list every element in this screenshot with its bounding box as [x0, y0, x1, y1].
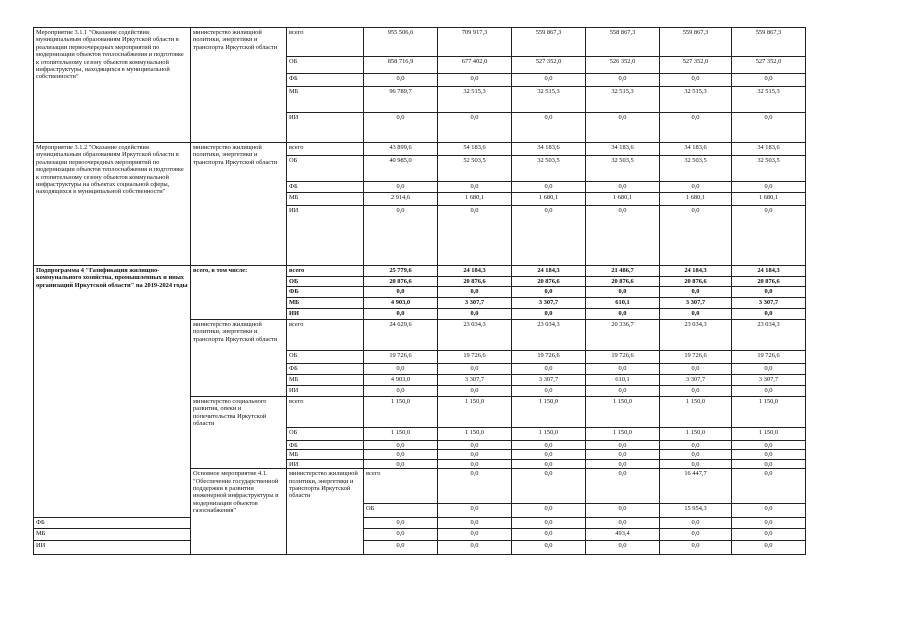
- amount-cell: 3 307,7: [512, 375, 586, 386]
- amount-cell: 1 150,0: [364, 428, 438, 441]
- amount-cell: 0,0: [364, 459, 438, 468]
- amount-cell: 0,0: [438, 450, 512, 459]
- amount-cell: 34 183,6: [660, 143, 732, 156]
- executor-cell: министерство жилищной политики, энергетики и транспорта Иркутской области: [287, 469, 364, 555]
- amount-cell: 0,0: [438, 459, 512, 468]
- amount-cell: 1 150,0: [512, 428, 586, 441]
- amount-cell: 0,0: [586, 182, 660, 193]
- amount-cell: 3 307,7: [732, 375, 806, 386]
- amount-cell: 24 629,6: [364, 320, 438, 351]
- amount-cell: 0,0: [586, 518, 660, 529]
- budget-table: [33, 27, 806, 555]
- funding-source-cell: ОБ: [287, 156, 364, 182]
- funding-source-cell: ФБ: [287, 74, 364, 87]
- amount-cell: 20 876,6: [732, 277, 806, 287]
- funding-source-cell: ФБ: [34, 518, 191, 529]
- amount-cell: 3 307,7: [660, 298, 732, 309]
- funding-source-cell: всего: [364, 469, 438, 504]
- amount-cell: 0,0: [732, 441, 806, 450]
- amount-cell: 0,0: [438, 287, 512, 298]
- funding-source-cell: ФБ: [287, 364, 364, 375]
- amount-cell: 0,0: [732, 182, 806, 193]
- amount-cell: 0,0: [586, 206, 660, 266]
- amount-cell: 20 336,7: [586, 320, 660, 351]
- funding-source-cell: ИИ: [287, 113, 364, 143]
- amount-cell: 527 352,0: [512, 57, 586, 74]
- amount-cell: 2 914,6: [364, 193, 438, 206]
- amount-cell: 0,0: [660, 450, 732, 459]
- amount-cell: 16 447,7: [660, 469, 732, 504]
- amount-cell: 677 402,0: [438, 57, 512, 74]
- amount-cell: 1 150,0: [512, 397, 586, 428]
- amount-cell: 0,0: [732, 469, 806, 504]
- amount-cell: 0,0: [438, 206, 512, 266]
- amount-cell: 0,0: [364, 386, 438, 397]
- amount-cell: 0,0: [512, 529, 586, 541]
- funding-source-cell: всего: [287, 143, 364, 156]
- amount-cell: 3 307,7: [512, 298, 586, 309]
- amount-cell: 1 680,1: [732, 193, 806, 206]
- funding-source-cell: ИИ: [287, 386, 364, 397]
- amount-cell: 0,0: [586, 459, 660, 468]
- amount-cell: 0,0: [512, 287, 586, 298]
- funding-source-cell: ФБ: [287, 287, 364, 298]
- table-row: [34, 28, 806, 57]
- amount-cell: 527 352,0: [732, 57, 806, 74]
- amount-cell: 20 876,6: [438, 277, 512, 287]
- amount-cell: 3 307,7: [732, 298, 806, 309]
- amount-cell: 20 876,6: [512, 277, 586, 287]
- amount-cell: 24 184,3: [438, 266, 512, 277]
- amount-cell: 0,0: [732, 364, 806, 375]
- amount-cell: 0,0: [660, 206, 732, 266]
- amount-cell: 0,0: [586, 469, 660, 504]
- amount-cell: 0,0: [660, 74, 732, 87]
- amount-cell: 96 789,7: [364, 87, 438, 113]
- amount-cell: 1 680,1: [586, 193, 660, 206]
- amount-cell: 32 515,3: [512, 87, 586, 113]
- amount-cell: 0,0: [364, 309, 438, 320]
- amount-cell: 0,0: [660, 459, 732, 468]
- amount-cell: 0,0: [438, 518, 512, 529]
- amount-cell: 0,0: [732, 541, 806, 555]
- amount-cell: 3 307,7: [660, 375, 732, 386]
- funding-source-cell: ОБ: [287, 57, 364, 74]
- table-row: [34, 518, 806, 529]
- funding-source-cell: ФБ: [287, 441, 364, 450]
- amount-cell: 0,0: [438, 309, 512, 320]
- amount-cell: 1 150,0: [586, 428, 660, 441]
- amount-cell: 0,0: [732, 529, 806, 541]
- amount-cell: 0,0: [586, 386, 660, 397]
- amount-cell: 4 903,0: [364, 375, 438, 386]
- amount-cell: 19 726,6: [438, 351, 512, 364]
- amount-cell: 526 352,0: [586, 57, 660, 74]
- amount-cell: 0,0: [586, 541, 660, 555]
- program-name-cell: Мероприятие 3.1.1 "Оказание содействия муниципальным образованиям Иркутской области в реализации первоочередных мероприятий по модернизации объектов теплоснабжения и подготовке к отопительному сезону объектов коммунальной инфраструктуры, находящихся в муниципальной собственности": [34, 28, 191, 143]
- amount-cell: 0,0: [512, 309, 586, 320]
- amount-cell: 34 183,6: [732, 143, 806, 156]
- amount-cell: 0,0: [364, 74, 438, 87]
- funding-source-cell: ИИ: [287, 459, 364, 468]
- amount-cell: 19 726,6: [732, 351, 806, 364]
- amount-cell: 0,0: [364, 206, 438, 266]
- amount-cell: 0,0: [364, 182, 438, 193]
- amount-cell: 0,0: [512, 459, 586, 468]
- funding-source-cell: ИИ: [287, 309, 364, 320]
- amount-cell: 0,0: [732, 459, 806, 468]
- amount-cell: 20 876,6: [364, 277, 438, 287]
- amount-cell: 0,0: [512, 74, 586, 87]
- amount-cell: 19 726,6: [660, 351, 732, 364]
- amount-cell: 0,0: [586, 364, 660, 375]
- amount-cell: 19 726,6: [364, 351, 438, 364]
- amount-cell: 0,0: [586, 74, 660, 87]
- executor-cell: министерство жилищной политики, энергетики и транспорта Иркутской области: [191, 143, 287, 266]
- amount-cell: 1 150,0: [586, 397, 660, 428]
- amount-cell: 0,0: [512, 206, 586, 266]
- amount-cell: 559 867,3: [660, 28, 732, 57]
- amount-cell: 1 680,1: [660, 193, 732, 206]
- amount-cell: 3 307,7: [438, 298, 512, 309]
- amount-cell: 43 899,6: [364, 143, 438, 156]
- amount-cell: 558 867,3: [586, 28, 660, 57]
- amount-cell: 0,0: [586, 287, 660, 298]
- amount-cell: 24 184,3: [512, 266, 586, 277]
- amount-cell: 40 985,0: [364, 156, 438, 182]
- amount-cell: 32 515,3: [660, 87, 732, 113]
- amount-cell: 0,0: [364, 529, 438, 541]
- funding-source-cell: всего: [287, 28, 364, 57]
- executor-cell: министерство жилищной политики, энергетики и транспорта Иркутской области: [191, 320, 287, 397]
- funding-source-cell: ОБ: [364, 504, 438, 518]
- amount-cell: 0,0: [660, 518, 732, 529]
- amount-cell: 1 150,0: [660, 397, 732, 428]
- amount-cell: 1 150,0: [438, 397, 512, 428]
- program-name-cell: Мероприятие 3.1.2 "Оказание содействия муниципальным образованиям Иркутской области в реализации первоочередных мероприятий по модернизации объектов теплоснабжения и подготовке к отопительному сезону объектов коммунальной инфраструктуры на объектах социальной сферы, находящихся в муниципальной собственности": [34, 143, 191, 266]
- amount-cell: 20 876,6: [586, 277, 660, 287]
- amount-cell: 0,0: [364, 441, 438, 450]
- amount-cell: 0,0: [660, 541, 732, 555]
- amount-cell: 15 954,3: [660, 504, 732, 518]
- amount-cell: 0,0: [660, 113, 732, 143]
- amount-cell: 23 034,3: [438, 320, 512, 351]
- funding-source-cell: ИИ: [287, 206, 364, 266]
- amount-cell: 0,0: [512, 386, 586, 397]
- amount-cell: 0,0: [364, 113, 438, 143]
- amount-cell: 0,0: [512, 469, 586, 504]
- amount-cell: 32 515,3: [438, 87, 512, 113]
- amount-cell: 0,0: [660, 309, 732, 320]
- amount-cell: 1 150,0: [438, 428, 512, 441]
- amount-cell: 0,0: [438, 541, 512, 555]
- amount-cell: 1 680,1: [512, 193, 586, 206]
- amount-cell: 0,0: [660, 182, 732, 193]
- amount-cell: 0,0: [732, 386, 806, 397]
- table-body: [34, 28, 806, 555]
- amount-cell: 0,0: [586, 504, 660, 518]
- amount-cell: 0,0: [512, 518, 586, 529]
- funding-source-cell: МБ: [287, 298, 364, 309]
- amount-cell: 23 034,3: [512, 320, 586, 351]
- table-row: [34, 529, 806, 541]
- funding-source-cell: ОБ: [287, 428, 364, 441]
- amount-cell: 1 680,1: [438, 193, 512, 206]
- amount-cell: 0,0: [512, 450, 586, 459]
- amount-cell: 0,0: [586, 113, 660, 143]
- amount-cell: 0,0: [512, 441, 586, 450]
- executor-cell: министерство социального развития, опеки и попечительства Иркутской области: [191, 397, 287, 469]
- amount-cell: 0,0: [438, 529, 512, 541]
- amount-cell: 0,0: [512, 364, 586, 375]
- amount-cell: 32 503,5: [512, 156, 586, 182]
- amount-cell: 0,0: [732, 518, 806, 529]
- amount-cell: 0,0: [364, 518, 438, 529]
- amount-cell: 0,0: [364, 541, 438, 555]
- funding-source-cell: МБ: [287, 375, 364, 386]
- amount-cell: 0,0: [660, 287, 732, 298]
- program-name-cell: Подпрограмма 4 "Газификация жилищно-коммунального хозяйства, промышленных и иных организаций Иркутской области" на 2019-2024 годы: [34, 266, 191, 518]
- amount-cell: 1 150,0: [660, 428, 732, 441]
- amount-cell: 19 726,6: [586, 351, 660, 364]
- amount-cell: 0,0: [364, 364, 438, 375]
- amount-cell: 1 150,0: [732, 428, 806, 441]
- amount-cell: 4 903,0: [364, 298, 438, 309]
- table-row: [34, 541, 806, 555]
- funding-source-cell: МБ: [287, 450, 364, 459]
- amount-cell: 0,0: [586, 450, 660, 459]
- amount-cell: 559 867,3: [732, 28, 806, 57]
- amount-cell: 493,4: [586, 529, 660, 541]
- amount-cell: 0,0: [512, 113, 586, 143]
- amount-cell: 34 183,6: [512, 143, 586, 156]
- amount-cell: 0,0: [512, 182, 586, 193]
- amount-cell: 0,0: [732, 309, 806, 320]
- amount-cell: 34 183,6: [586, 143, 660, 156]
- program-name-cell: Основное мероприятие 4.1. "Обеспечение государственной поддержки в развитии инженерной инфраструктуры и модернизации объектов газоснабжения": [191, 469, 287, 555]
- amount-cell: 0,0: [438, 441, 512, 450]
- amount-cell: 0,0: [732, 74, 806, 87]
- amount-cell: 1 150,0: [364, 397, 438, 428]
- amount-cell: 20 876,6: [660, 277, 732, 287]
- amount-cell: 0,0: [438, 504, 512, 518]
- amount-cell: 527 352,0: [660, 57, 732, 74]
- funding-source-cell: ФБ: [287, 182, 364, 193]
- amount-cell: 0,0: [438, 113, 512, 143]
- amount-cell: 610,1: [586, 375, 660, 386]
- amount-cell: 0,0: [660, 529, 732, 541]
- amount-cell: 0,0: [512, 541, 586, 555]
- amount-cell: 0,0: [438, 469, 512, 504]
- amount-cell: 0,0: [438, 182, 512, 193]
- amount-cell: 23 034,3: [732, 320, 806, 351]
- amount-cell: 955 506,6: [364, 28, 438, 57]
- funding-source-cell: всего: [287, 320, 364, 351]
- amount-cell: 0,0: [660, 386, 732, 397]
- amount-cell: 0,0: [586, 309, 660, 320]
- amount-cell: 709 917,3: [438, 28, 512, 57]
- funding-source-cell: всего: [287, 397, 364, 428]
- amount-cell: 24 184,3: [660, 266, 732, 277]
- table-row: [34, 143, 806, 156]
- table-row: [34, 266, 806, 277]
- amount-cell: 32 503,5: [660, 156, 732, 182]
- amount-cell: 610,1: [586, 298, 660, 309]
- amount-cell: 19 726,6: [512, 351, 586, 364]
- amount-cell: 0,0: [438, 364, 512, 375]
- amount-cell: 32 515,3: [586, 87, 660, 113]
- amount-cell: 0,0: [732, 504, 806, 518]
- amount-cell: 0,0: [660, 441, 732, 450]
- amount-cell: 0,0: [364, 287, 438, 298]
- amount-cell: 0,0: [732, 450, 806, 459]
- amount-cell: 0,0: [660, 364, 732, 375]
- funding-source-cell: ИИ: [34, 541, 191, 555]
- amount-cell: 0,0: [438, 74, 512, 87]
- funding-source-cell: МБ: [34, 529, 191, 541]
- amount-cell: 32 503,5: [732, 156, 806, 182]
- funding-source-cell: МБ: [287, 87, 364, 113]
- amount-cell: 32 503,5: [586, 156, 660, 182]
- amount-cell: 25 779,6: [364, 266, 438, 277]
- amount-cell: 0,0: [364, 450, 438, 459]
- amount-cell: 3 307,7: [438, 375, 512, 386]
- amount-cell: 0,0: [732, 206, 806, 266]
- amount-cell: 858 716,9: [364, 57, 438, 74]
- executor-cell: министерство жилищной политики, энергетики и транспорта Иркутской области: [191, 28, 287, 143]
- amount-cell: 24 184,3: [732, 266, 806, 277]
- amount-cell: 0,0: [512, 504, 586, 518]
- amount-cell: 0,0: [438, 386, 512, 397]
- amount-cell: 559 867,3: [512, 28, 586, 57]
- funding-source-cell: МБ: [287, 193, 364, 206]
- amount-cell: 1 150,0: [732, 397, 806, 428]
- funding-source-cell: ОБ: [287, 351, 364, 364]
- funding-source-cell: всего: [287, 266, 364, 277]
- executor-cell: всего, в том числе:: [191, 266, 287, 320]
- amount-cell: 0,0: [586, 441, 660, 450]
- amount-cell: 54 183,6: [438, 143, 512, 156]
- amount-cell: 0,0: [732, 113, 806, 143]
- funding-source-cell: ОБ: [287, 277, 364, 287]
- amount-cell: 52 503,5: [438, 156, 512, 182]
- amount-cell: 23 034,3: [660, 320, 732, 351]
- amount-cell: 32 515,3: [732, 87, 806, 113]
- amount-cell: 21 486,7: [586, 266, 660, 277]
- amount-cell: 0,0: [732, 287, 806, 298]
